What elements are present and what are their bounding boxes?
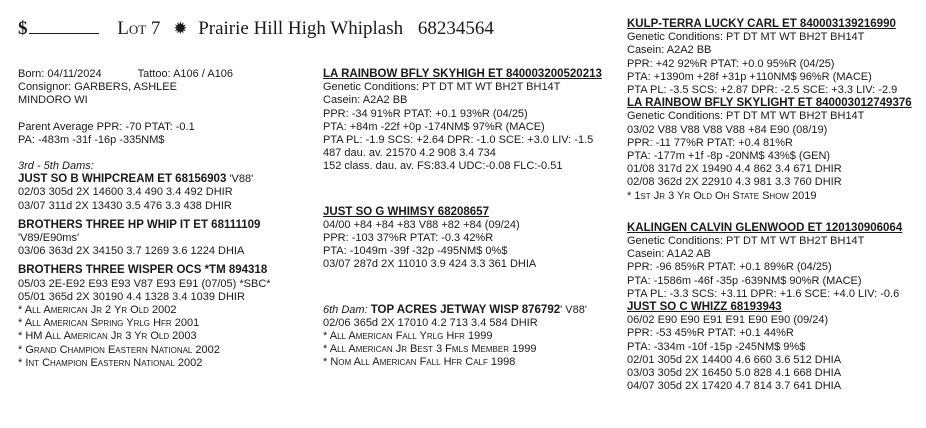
sire-dam-detail: 02/08 362d 2X 22910 4.3 981 3.3 760 DHIR [627, 176, 842, 189]
born-date: Born: 04/11/2024 [18, 68, 102, 80]
dam1-detail: 04/00 +84 +84 +83 V88 +82 +84 (09/24) [323, 218, 520, 231]
dam6-label: 6th Dam: [323, 303, 368, 316]
dam-dam-name: JUST SO C WHIZZ 68193943 [627, 301, 782, 314]
sire-dam-honor: * 1st Jr 3 Yr Old Oh State Show 2019 [627, 189, 817, 202]
sire-sire-detail: PPR: +42 92%R PTAT: +0.0 95%R (04/25) [627, 57, 835, 70]
dam1-detail: PTA: -1049m -39f -32p -495NM$ 0%$ [323, 245, 508, 258]
star-icon: ✹ [173, 19, 188, 38]
sire-detail: 487 dau. av. 21570 4.2 908 3.4 734 [323, 147, 496, 160]
sire-dam-detail: PPR: -11 77%R PTAT: +0.4 81%R [627, 136, 793, 149]
dam1-detail: PPR: -103 37%R PTAT: -0.3 42%R [323, 232, 494, 245]
tattoo: Tattoo: A106 / A106 [137, 68, 234, 80]
dam6-header [323, 304, 613, 317]
sire-sire-detail: PTA PL: -3.5 SCS: +2.87 DPR: -2.5 SCE: +3.3 LIV: -2.9 [627, 84, 898, 97]
dam-sire-detail: Casein: A1A2 AB [627, 248, 711, 261]
dam6-score: ' V88' [560, 303, 587, 316]
dam3-record: 03/07 311d 2X 13430 3.5 476 3.3 438 DHIR [18, 199, 232, 212]
dam-dam-detail: 03/03 305d 2X 16450 5.0 828 4.1 668 DHIA [627, 367, 842, 380]
dam5-honor: * Grand Champion Eastern National 2002 [18, 343, 220, 356]
sire-sire-detail: Casein: A2A2 BB [627, 44, 712, 57]
sire-detail: PPR: -34 91%R PTAT: +0.1 93%R (04/25) [323, 107, 528, 120]
sire-sire-detail: Genetic Conditions: PT DT MT WT BH2T BH14T [627, 31, 865, 44]
right-column [627, 18, 923, 393]
dam-sire-detail: PTA: -1586m -46f -35p -639NM$ 90%R (MACE) [627, 274, 862, 287]
dam5-honor: * HM All American Jr 3 Yr Old 2003 [18, 330, 197, 343]
dam-sire-name: KALINGEN CALVIN GLENWOOD ET 120130906064 [627, 221, 903, 234]
registration-number: 68234564 [417, 18, 494, 39]
dam6-honor: * All American Jr Best 3 Fmls Member 1999 [323, 343, 537, 356]
dam6-honor: * All American Fall Yrlg Hfr 1999 [323, 330, 493, 343]
sire-dam-detail: PTA: -177m +1f -8p -20NM$ 43%$ (GEN) [627, 150, 831, 163]
parent-average: Parent Average PPR: -70 PTAT: -0.1 [18, 120, 195, 133]
dam6-name: TOP ACRES JETWAY WISP 876792 [370, 303, 561, 316]
dam4-score: 'V89/E90ms' [18, 232, 80, 245]
middle-column [323, 68, 613, 370]
sire-detail: Casein: A2A2 BB [323, 94, 408, 107]
parent-average-pta: PA: -483m -31f -16p -335NM$ [18, 133, 165, 146]
dam-sire-detail: PTA PL: -3.3 SCS: +3.11 DPR: +1.6 SCE: +4.0 LIV: -0.6 [627, 287, 900, 300]
sire-detail: PTA PL: -1.9 SCS: +2.64 DPR: -1.0 SCE: +3.0 LIV: -1.5 [323, 134, 594, 147]
dam-dam-detail: 02/01 305d 2X 14400 4.6 660 3.6 512 DHIA [627, 353, 842, 366]
dam5-name: BROTHERS THREE WISPER OCS *TM 894318 [18, 264, 268, 277]
sire-dam-detail: 01/08 317d 2X 19490 4.4 862 3.4 671 DHIR [627, 163, 842, 176]
dam-dam-detail: 06/02 E90 E90 E91 E91 E90 E90 (09/24) [627, 314, 829, 327]
dam4-name: BROTHERS THREE HP WHIP IT ET 68111109 [18, 218, 261, 231]
sire-dam-detail: 03/02 V88 V88 V88 V88 +84 E90 (08/19) [627, 123, 828, 136]
dam1-name: JUST SO G WHIMSY 68208657 [323, 205, 489, 218]
sire-detail: Genetic Conditions: PT DT MT WT BH2T BH14T [323, 81, 561, 94]
dam-sire-detail: Genetic Conditions: PT DT MT WT BH2T BH14T [627, 235, 865, 248]
sire-sire-name: KULP-TERRA LUCKY CARL ET 840003139216990 [627, 18, 896, 30]
sire-detail: PTA: +84m -22f +0p -174NM$ 97%R (MACE) [323, 120, 545, 133]
dam-dam-detail: 04/07 305d 2X 17420 4.7 814 3.7 641 DHIA [627, 380, 842, 393]
sire-name: LA RAINBOW BFLY SKYHIGH ET 840003200520213 [323, 68, 602, 80]
dam-dam-detail: PPR: -53 45%R PTAT: +0.1 44%R [627, 327, 794, 340]
consignor: Consignor: GARBERS, ASHLEE [18, 81, 177, 94]
price-blank-line [29, 19, 99, 34]
sire-detail: 152 class. dau. av. FS:83.4 UDC:-0.08 FLC:-0.51 [323, 160, 563, 173]
dam5-honor: * Int Champion Eastern National 2002 [18, 356, 203, 369]
sire-dam-name: LA RAINBOW BFLY SKYLIGHT ET 840003012749376 [627, 97, 912, 110]
dam5-honor: * All American Jr 2 Yr Old 2002 [18, 304, 177, 317]
dam3-record: 02/03 305d 2X 14600 3.4 490 3.4 492 DHIR [18, 186, 233, 199]
dam5-record: 05/03 2E-E92 E93 E93 V87 E93 E91 (07/05) *SBC* [18, 277, 271, 290]
dam3-header [18, 173, 308, 186]
left-column [18, 68, 308, 370]
sire-dam-detail: Genetic Conditions: PT DT MT WT BH2T BH14T [627, 110, 865, 123]
dam-sire-detail: PPR: -96 85%R PTAT: +0.1 89%R (04/25) [627, 261, 832, 274]
dam6-record: 02/06 365d 2X 17010 4.2 713 3.4 584 DHIR [323, 316, 538, 329]
lot-number: Lot 7 [117, 18, 161, 39]
location: MINDORO WI [18, 94, 88, 107]
sire-sire-detail: PTA: +1390m +28f +31p +110NM$ 96%R (MACE) [627, 70, 872, 83]
animal-name: Prairie Hill High Whiplash [198, 18, 404, 39]
dam6-honor: * Nom All American Fall Hfr Calf 1998 [323, 356, 516, 369]
dam-dam-detail: PTA: -334m -10f -15p -245NM$ 9%$ [627, 340, 806, 353]
lot-header [18, 18, 494, 46]
dam1-detail: 03/07 287d 2X 11010 3.9 424 3.3 361 DHIA [323, 258, 537, 271]
dam5-honor: * All American Spring Yrlg Hfr 2001 [18, 317, 200, 330]
dams-label: 3rd - 5th Dams: [18, 160, 94, 173]
dam3-score: 'V88' [226, 173, 254, 186]
price-dollar-sign: $ [18, 18, 28, 39]
dam4-record: 03/06 363d 2X 34150 3.7 1269 3.6 1224 DHIA [18, 245, 245, 258]
born-tattoo-row [18, 68, 308, 81]
dam3-name: JUST SO B WHIPCREAM ET 68156903 [18, 173, 227, 186]
dam5-record: 05/01 365d 2X 30190 4.4 1328 3.4 1039 DHIR [18, 290, 245, 303]
